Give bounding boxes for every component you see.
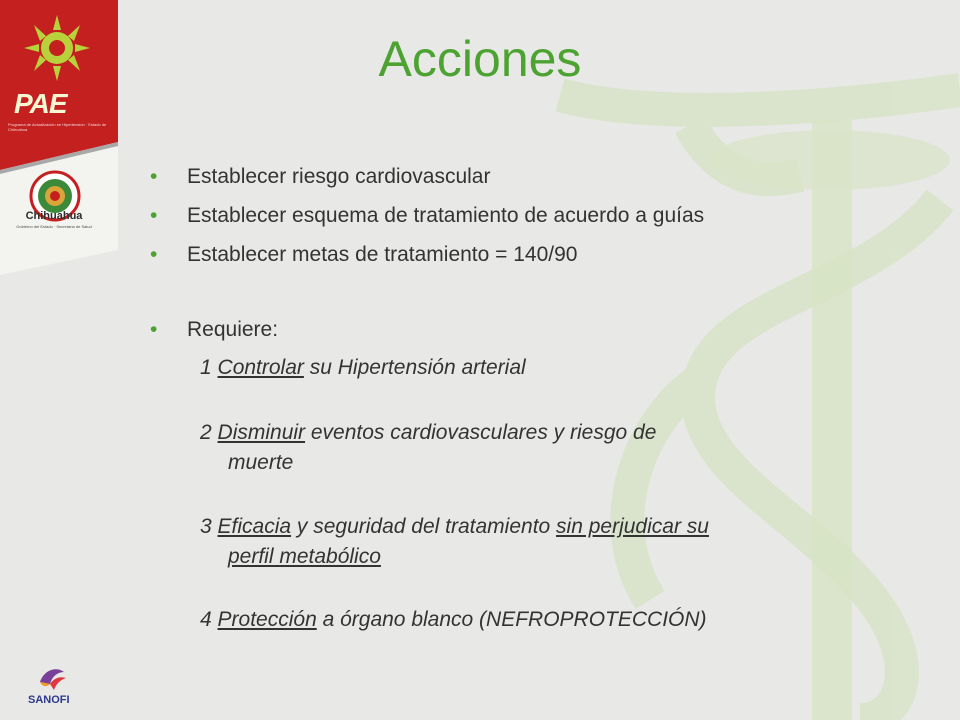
item-number: 2 xyxy=(200,421,212,444)
requirement-item xyxy=(200,353,930,383)
item-text: y seguridad del tratamiento xyxy=(291,515,557,538)
requirement-item xyxy=(200,605,930,635)
pae-logo-text: PAE xyxy=(14,88,67,119)
bullet-text: Establecer metas de tratamiento = 140/90 xyxy=(187,243,578,266)
bullet-text: Establecer riesgo cardiovascular xyxy=(187,165,491,188)
sanofi-logo-text: SANOFI xyxy=(28,694,70,706)
bullet-marker: • xyxy=(150,165,158,188)
chihuahua-caption: Gobierno del Estado · Secretaría de Salud xyxy=(16,224,92,229)
item-keyword: Controlar xyxy=(217,356,304,379)
requirement-item xyxy=(200,512,930,572)
item-number: 4 xyxy=(200,608,212,631)
bullet-marker: • xyxy=(150,243,158,266)
item-keyword: Eficacia xyxy=(217,515,292,538)
requirement-item xyxy=(200,418,930,478)
bullet-marker: • xyxy=(150,204,158,227)
bullet-text: Requiere: xyxy=(187,318,279,341)
item-keyword: Disminuir xyxy=(217,421,306,444)
bullet-text: Establecer esquema de tratamiento de acuerdo a guías xyxy=(187,204,705,227)
item-keyword-3: perfil metabólico xyxy=(228,545,381,568)
pae-caption: Programa de Actualización en Hipertensión · Estado de Chihuahua xyxy=(8,122,107,132)
item-number: 1 xyxy=(200,356,212,379)
item-text-continued: muerte xyxy=(228,451,294,474)
item-keyword-2: sin perjudicar su xyxy=(556,515,709,538)
item-text: a órgano blanco (NEFROPROTECCIÓN) xyxy=(316,608,707,631)
bullet-marker: • xyxy=(150,318,158,341)
sanofi-bird-icon xyxy=(36,662,68,694)
item-number: 3 xyxy=(200,515,212,538)
slide-title: Acciones xyxy=(378,31,582,87)
item-text: eventos cardiovasculares y riesgo de xyxy=(305,421,657,444)
item-text: su Hipertensión arterial xyxy=(303,356,526,379)
chihuahua-logo-text: Chihuahua xyxy=(25,210,83,222)
item-keyword: Protección xyxy=(217,608,317,631)
